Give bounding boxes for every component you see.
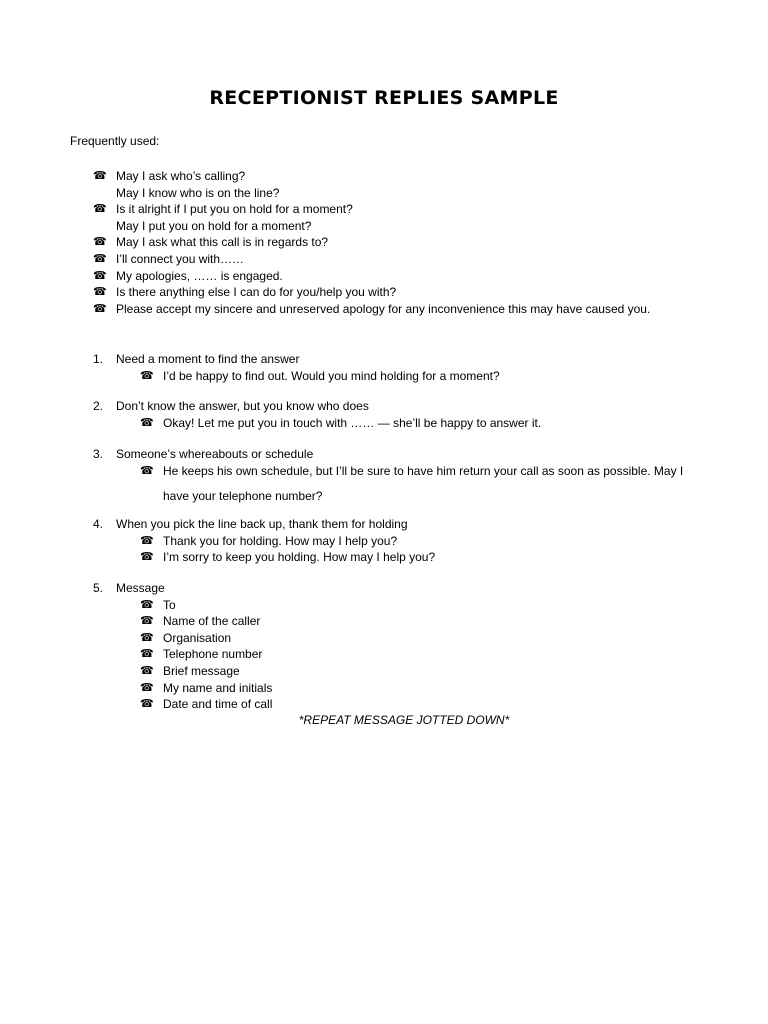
- list-item: [140, 549, 435, 566]
- reply-list: [140, 459, 703, 509]
- list-item: [93, 168, 650, 201]
- list-item: [140, 630, 272, 647]
- list-item: [93, 301, 650, 318]
- message-field: Name of the caller: [163, 614, 261, 629]
- scenario-number: 2.: [93, 399, 104, 413]
- scenario-1: [93, 351, 500, 384]
- scenario-4: [93, 516, 435, 566]
- list-item: [93, 201, 650, 234]
- telephone-icon: ☎: [93, 268, 107, 282]
- list-item: [140, 613, 272, 630]
- telephone-icon: ☎: [140, 463, 154, 477]
- scenario-title: Message: [116, 581, 165, 595]
- list-item: [140, 663, 272, 680]
- scenario-title: When you pick the line back up, thank them for holding: [116, 517, 408, 531]
- list-item: [93, 251, 650, 268]
- list-item: [140, 415, 541, 432]
- message-field: Organisation: [163, 630, 232, 645]
- list-item: [140, 696, 272, 713]
- message-field: Telephone number: [163, 647, 263, 662]
- message-field: To: [163, 597, 176, 612]
- phrase-line: I’ll connect you with……: [116, 251, 245, 266]
- reply-text: Thank you for holding. How may I help you?: [163, 533, 398, 548]
- reply-text: I’m sorry to keep you holding. How may I help you?: [163, 550, 436, 565]
- page-title: RECEPTIONIST REPLIES SAMPLE: [209, 87, 559, 109]
- reply-text: Okay! Let me put you in touch with …… — she’ll be happy to answer it.: [163, 415, 542, 430]
- telephone-icon: ☎: [140, 597, 154, 611]
- scenario-number: 1.: [93, 352, 104, 366]
- message-field: My name and initials: [163, 680, 273, 695]
- telephone-icon: ☎: [93, 202, 107, 216]
- scenario-heading: [93, 516, 435, 533]
- message-field: Date and time of call: [163, 697, 273, 712]
- frequent-phrases-list: [93, 168, 650, 317]
- telephone-icon: ☎: [140, 368, 154, 382]
- phrase-line: May I put you on hold for a moment?: [116, 218, 312, 233]
- scenario-number: 5.: [93, 581, 104, 595]
- reply-text: He keeps his own schedule, but I’ll be sure to have him return your call as soon as possible. May I have your telephone number?: [163, 463, 684, 503]
- phrase-line: My apologies, …… is engaged.: [116, 268, 283, 283]
- scenario-title: Need a moment to find the answer: [116, 352, 300, 366]
- telephone-icon: ☎: [140, 663, 154, 677]
- scenario-heading: [93, 351, 500, 368]
- list-item: [93, 284, 650, 301]
- phrase-line: Is there anything else I can do for you/help you with?: [116, 285, 397, 300]
- list-item: [93, 234, 650, 251]
- list-item: [140, 680, 272, 697]
- list-item: [140, 368, 500, 385]
- list-item: [93, 268, 650, 285]
- repeat-message-note: *REPEAT MESSAGE JOTTED DOWN*: [298, 713, 510, 727]
- scenario-heading: [93, 580, 272, 597]
- list-item: [140, 646, 272, 663]
- telephone-icon: ☎: [140, 647, 154, 661]
- telephone-icon: ☎: [140, 614, 154, 628]
- list-item: [140, 597, 272, 614]
- telephone-icon: ☎: [140, 630, 154, 644]
- telephone-icon: ☎: [140, 533, 154, 547]
- reply-list: [140, 533, 435, 566]
- reply-list: [140, 368, 500, 385]
- telephone-icon: ☎: [140, 680, 154, 694]
- telephone-icon: ☎: [93, 285, 107, 299]
- reply-text: I’d be happy to find out. Would you mind holding for a moment?: [163, 368, 500, 383]
- telephone-icon: ☎: [140, 697, 154, 711]
- list-item: [140, 459, 703, 509]
- scenario-3: [93, 446, 703, 509]
- list-item: [140, 533, 435, 550]
- phrase-line: May I ask what this call is in regards to?: [116, 235, 329, 250]
- phrase-line: May I know who is on the line?: [116, 185, 280, 200]
- telephone-icon: ☎: [93, 235, 107, 249]
- intro-label: Frequently used:: [70, 134, 160, 148]
- telephone-icon: ☎: [140, 415, 154, 429]
- reply-list: [140, 415, 541, 432]
- message-fields-list: [140, 597, 272, 713]
- telephone-icon: ☎: [93, 301, 107, 315]
- scenario-2: [93, 398, 541, 431]
- message-field: Brief message: [163, 663, 240, 678]
- scenario-title: Someone’s whereabouts or schedule: [116, 447, 314, 461]
- phrase-line: Is it alright if I put you on hold for a moment?: [116, 202, 353, 217]
- scenario-number: 3.: [93, 447, 104, 461]
- scenario-heading: [93, 398, 541, 415]
- telephone-icon: ☎: [93, 251, 107, 265]
- phrase-line: May I ask who’s calling?: [116, 169, 246, 183]
- scenario-5: [93, 580, 272, 713]
- telephone-icon: ☎: [140, 550, 154, 564]
- scenario-number: 4.: [93, 517, 104, 531]
- telephone-icon: ☎: [93, 169, 107, 182]
- phrase-line: Please accept my sincere and unreserved apology for any inconvenience this may have caused you.: [116, 301, 651, 316]
- scenario-title: Don’t know the answer, but you know who does: [116, 399, 369, 413]
